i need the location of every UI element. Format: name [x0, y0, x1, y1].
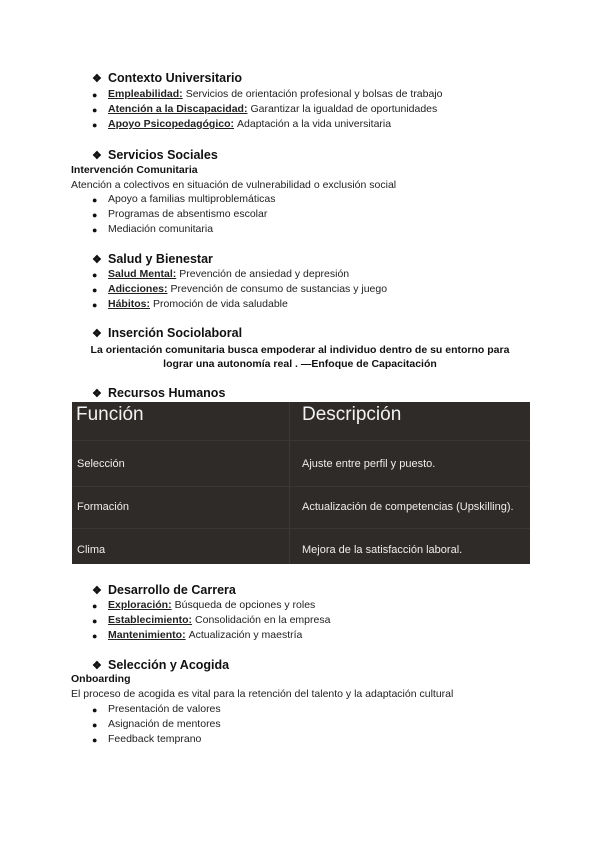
term-label: Mantenimiento:: [108, 629, 186, 641]
bullet-icon: ●: [92, 300, 98, 310]
paragraph: Atención a colectivos en situación de vulnerabilidad o exclusión social: [71, 179, 397, 191]
bullet-icon: ●: [92, 735, 98, 745]
term-description: Actualización y maestría: [188, 629, 303, 641]
list-item: [108, 599, 315, 611]
section-title: Recursos Humanos: [108, 386, 226, 400]
subheading: Onboarding: [71, 673, 131, 685]
diamond-bullet-icon: ❖: [92, 253, 102, 266]
diamond-bullet-icon: ❖: [92, 584, 102, 597]
bullet-icon: ●: [92, 270, 98, 280]
term-description: Adaptación a la vida universitaria: [237, 118, 392, 130]
bullet-icon: ●: [92, 210, 98, 220]
section-title: Selección y Acogida: [108, 658, 230, 672]
table-cell: Clima: [77, 544, 106, 556]
quote-line: La orientación comunitaria busca empoderar al individuo dentro de su entorno para: [90, 344, 510, 356]
section-title: Contexto Universitario: [108, 71, 243, 85]
section-title: Servicios Sociales: [108, 148, 218, 162]
list-item: [108, 268, 349, 280]
list-item: Apoyo a familias multiproblemáticas: [108, 193, 276, 205]
section-heading-seleccion-acogida: [92, 658, 229, 672]
bullet-icon: ●: [92, 105, 98, 115]
list-item: Programas de absentismo escolar: [108, 208, 268, 220]
section-heading-servicios-sociales: [92, 148, 218, 162]
diamond-bullet-icon: ❖: [92, 327, 102, 340]
bullet-icon: ●: [92, 225, 98, 235]
term-label: Empleabilidad:: [108, 88, 183, 100]
bullet-icon: ●: [92, 285, 98, 295]
list-item: Asignación de mentores: [108, 718, 221, 730]
diamond-bullet-icon: ❖: [92, 72, 102, 85]
bullet-icon: ●: [92, 195, 98, 205]
list-item: [108, 614, 330, 626]
term-description: Consolidación en la empresa: [195, 614, 331, 626]
diamond-bullet-icon: ❖: [92, 149, 102, 162]
term-description: Búsqueda de opciones y roles: [174, 599, 316, 611]
row-divider: [72, 528, 530, 529]
row-divider: [72, 486, 530, 487]
list-item: Feedback temprano: [108, 733, 202, 745]
table-header-function: Función: [76, 404, 144, 425]
term-description: Garantizar la igualdad de oportunidades: [250, 103, 438, 115]
term-label: Exploración:: [108, 599, 172, 611]
section-title: Desarrollo de Carrera: [108, 583, 236, 597]
section-heading-contexto-universitario: [92, 71, 242, 85]
term-label: Atención a la Discapacidad:: [108, 103, 248, 115]
list-item: [108, 629, 302, 641]
diamond-bullet-icon: ❖: [92, 387, 102, 400]
list-item: [108, 88, 443, 100]
bullet-icon: ●: [92, 720, 98, 730]
bullet-icon: ●: [92, 601, 98, 611]
table-cell: Selección: [77, 458, 125, 470]
bullet-icon: ●: [92, 705, 98, 715]
bullet-icon: ●: [92, 120, 98, 130]
section-title: Inserción Sociolaboral: [108, 326, 243, 340]
term-description: Prevención de consumo de sustancias y juego: [170, 283, 388, 295]
diamond-bullet-icon: ❖: [92, 659, 102, 672]
table-cell: Mejora de la satisfacción laboral.: [302, 544, 463, 556]
row-divider: [72, 440, 530, 441]
list-item: Mediación comunitaria: [108, 223, 214, 235]
section-heading-recursos-humanos: [92, 386, 225, 400]
term-label: Salud Mental:: [108, 268, 177, 280]
list-item: [108, 298, 288, 310]
hr-functions-table: [72, 402, 530, 564]
bullet-icon: ●: [92, 90, 98, 100]
term-label: Establecimiento:: [108, 614, 193, 626]
term-description: Prevención de ansiedad y depresión: [179, 268, 350, 280]
table-header-description: Descripción: [302, 404, 402, 425]
term-description: Promoción de vida saludable: [153, 298, 288, 310]
table-cell: Actualización de competencias (Upskilling).: [302, 501, 514, 513]
list-item: Presentación de valores: [108, 703, 221, 715]
term-label: Apoyo Psicopedagógico:: [108, 118, 235, 130]
subheading: Intervención Comunitaria: [71, 164, 198, 176]
term-description: Servicios de orientación profesional y bolsas de trabajo: [185, 88, 443, 100]
quote-line: lograr una autonomía real . —Enfoque de Capacitación: [163, 358, 437, 370]
section-heading-desarrollo-carrera: [92, 583, 236, 597]
list-item: [108, 118, 391, 130]
table-cell: Formación: [77, 501, 129, 513]
bullet-icon: ●: [92, 616, 98, 626]
list-item: [108, 103, 437, 115]
section-title: Salud y Bienestar: [108, 252, 213, 266]
table-cell: Ajuste entre perfil y puesto.: [302, 458, 436, 470]
list-item: [108, 283, 387, 295]
paragraph: El proceso de acogida es vital para la retención del talento y la adaptación cultural: [71, 688, 454, 700]
section-heading-salud-bienestar: [92, 252, 213, 266]
bullet-icon: ●: [92, 631, 98, 641]
section-heading-insercion-sociolaboral: [92, 326, 242, 340]
column-divider: [289, 402, 290, 564]
term-label: Adicciones:: [108, 283, 168, 295]
term-label: Hábitos:: [108, 298, 150, 310]
